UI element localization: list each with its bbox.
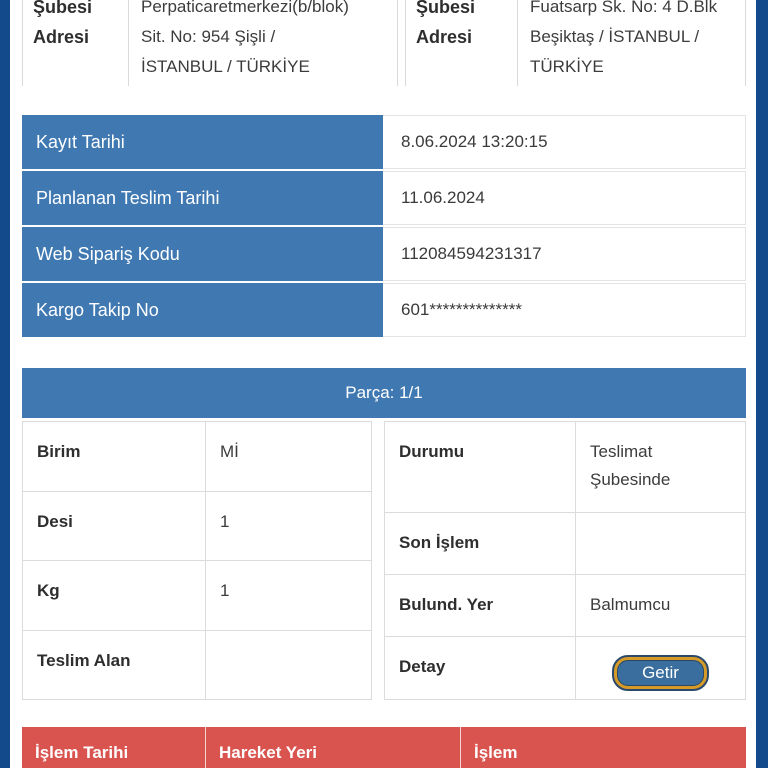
unit-label: Birim [23, 422, 206, 492]
web-order-code-label: Web Sipariş Kodu [22, 227, 383, 281]
table-row [385, 422, 746, 513]
received-by-label: Teslim Alan [23, 630, 206, 700]
tracking-number-label: Kargo Takip No [22, 283, 383, 337]
table-row [23, 491, 372, 561]
sender-branch-address-label: Şubesi Adresi [23, 0, 129, 86]
parcel-measures-table [22, 421, 372, 700]
status-label: Durumu [385, 422, 576, 513]
parcel-detail-tables [22, 421, 746, 700]
sender-branch-address-value [129, 0, 397, 86]
address-line: İSTANBUL / TÜRKİYE [141, 57, 310, 76]
table-row [22, 227, 746, 281]
detail-label: Detay [385, 637, 576, 700]
current-location-label: Bulund. Yer [385, 575, 576, 637]
tracking-number-value: 601************** [383, 283, 746, 337]
table-row [385, 513, 746, 575]
branch-address-section [22, 0, 746, 86]
address-line: Perpaticaretmerkezi(b/blok) [141, 0, 349, 16]
parcel-count-header: Parça: 1/1 [22, 368, 746, 418]
kg-value: 1 [206, 561, 372, 631]
getir-button-label: Getir [617, 660, 704, 686]
operation-date-column-header: İşlem Tarihi [35, 743, 129, 762]
receiver-branch-address-value [518, 0, 745, 86]
movement-history-header-row [22, 727, 746, 768]
received-by-value [206, 630, 372, 700]
page-right-edge-bar [756, 0, 768, 768]
registration-date-value: 8.06.2024 13:20:15 [383, 115, 746, 169]
desi-label: Desi [23, 491, 206, 561]
page-left-edge-bar [0, 0, 10, 768]
table-row [23, 561, 372, 631]
table-row [22, 115, 746, 169]
table-row [385, 575, 746, 637]
desi-value: 1 [206, 491, 372, 561]
planned-delivery-date-label: Planlanan Teslim Tarihi [22, 171, 383, 225]
table-row [23, 422, 372, 492]
planned-delivery-date-value: 11.06.2024 [383, 171, 746, 225]
kg-label: Kg [23, 561, 206, 631]
current-location-value: Balmumcu [576, 575, 746, 637]
address-line: Sit. No: 954 Şişli / [141, 27, 276, 46]
detail-value-cell [576, 637, 746, 700]
table-row [22, 171, 746, 225]
registration-date-label: Kayıt Tarihi [22, 115, 383, 169]
address-line: TÜRKİYE [530, 57, 604, 76]
table-row [385, 637, 746, 700]
address-line: Beşiktaş / İSTANBUL / [530, 27, 700, 46]
shipment-info-table [22, 115, 746, 337]
status-value: Teslimat Şubesinde [576, 422, 746, 513]
last-operation-label: Son İşlem [385, 513, 576, 575]
table-row [23, 630, 372, 700]
receiver-branch-address-label: Şubesi Adresi [406, 0, 518, 86]
table-row [22, 283, 746, 337]
parcel-status-table [384, 421, 746, 700]
unit-value: Mİ [206, 422, 372, 492]
operation-column-header: İşlem [460, 727, 746, 768]
last-operation-value [576, 513, 746, 575]
movement-location-column-header: Hareket Yeri [205, 727, 460, 768]
sender-branch-address-table [22, 0, 398, 86]
page-content [22, 0, 746, 768]
getir-button[interactable] [612, 655, 709, 691]
web-order-code-value: 112084594231317 [383, 227, 746, 281]
receiver-branch-address-table [405, 0, 746, 86]
address-line: Fuatsarp Sk. No: 4 D.Blk [530, 0, 718, 16]
